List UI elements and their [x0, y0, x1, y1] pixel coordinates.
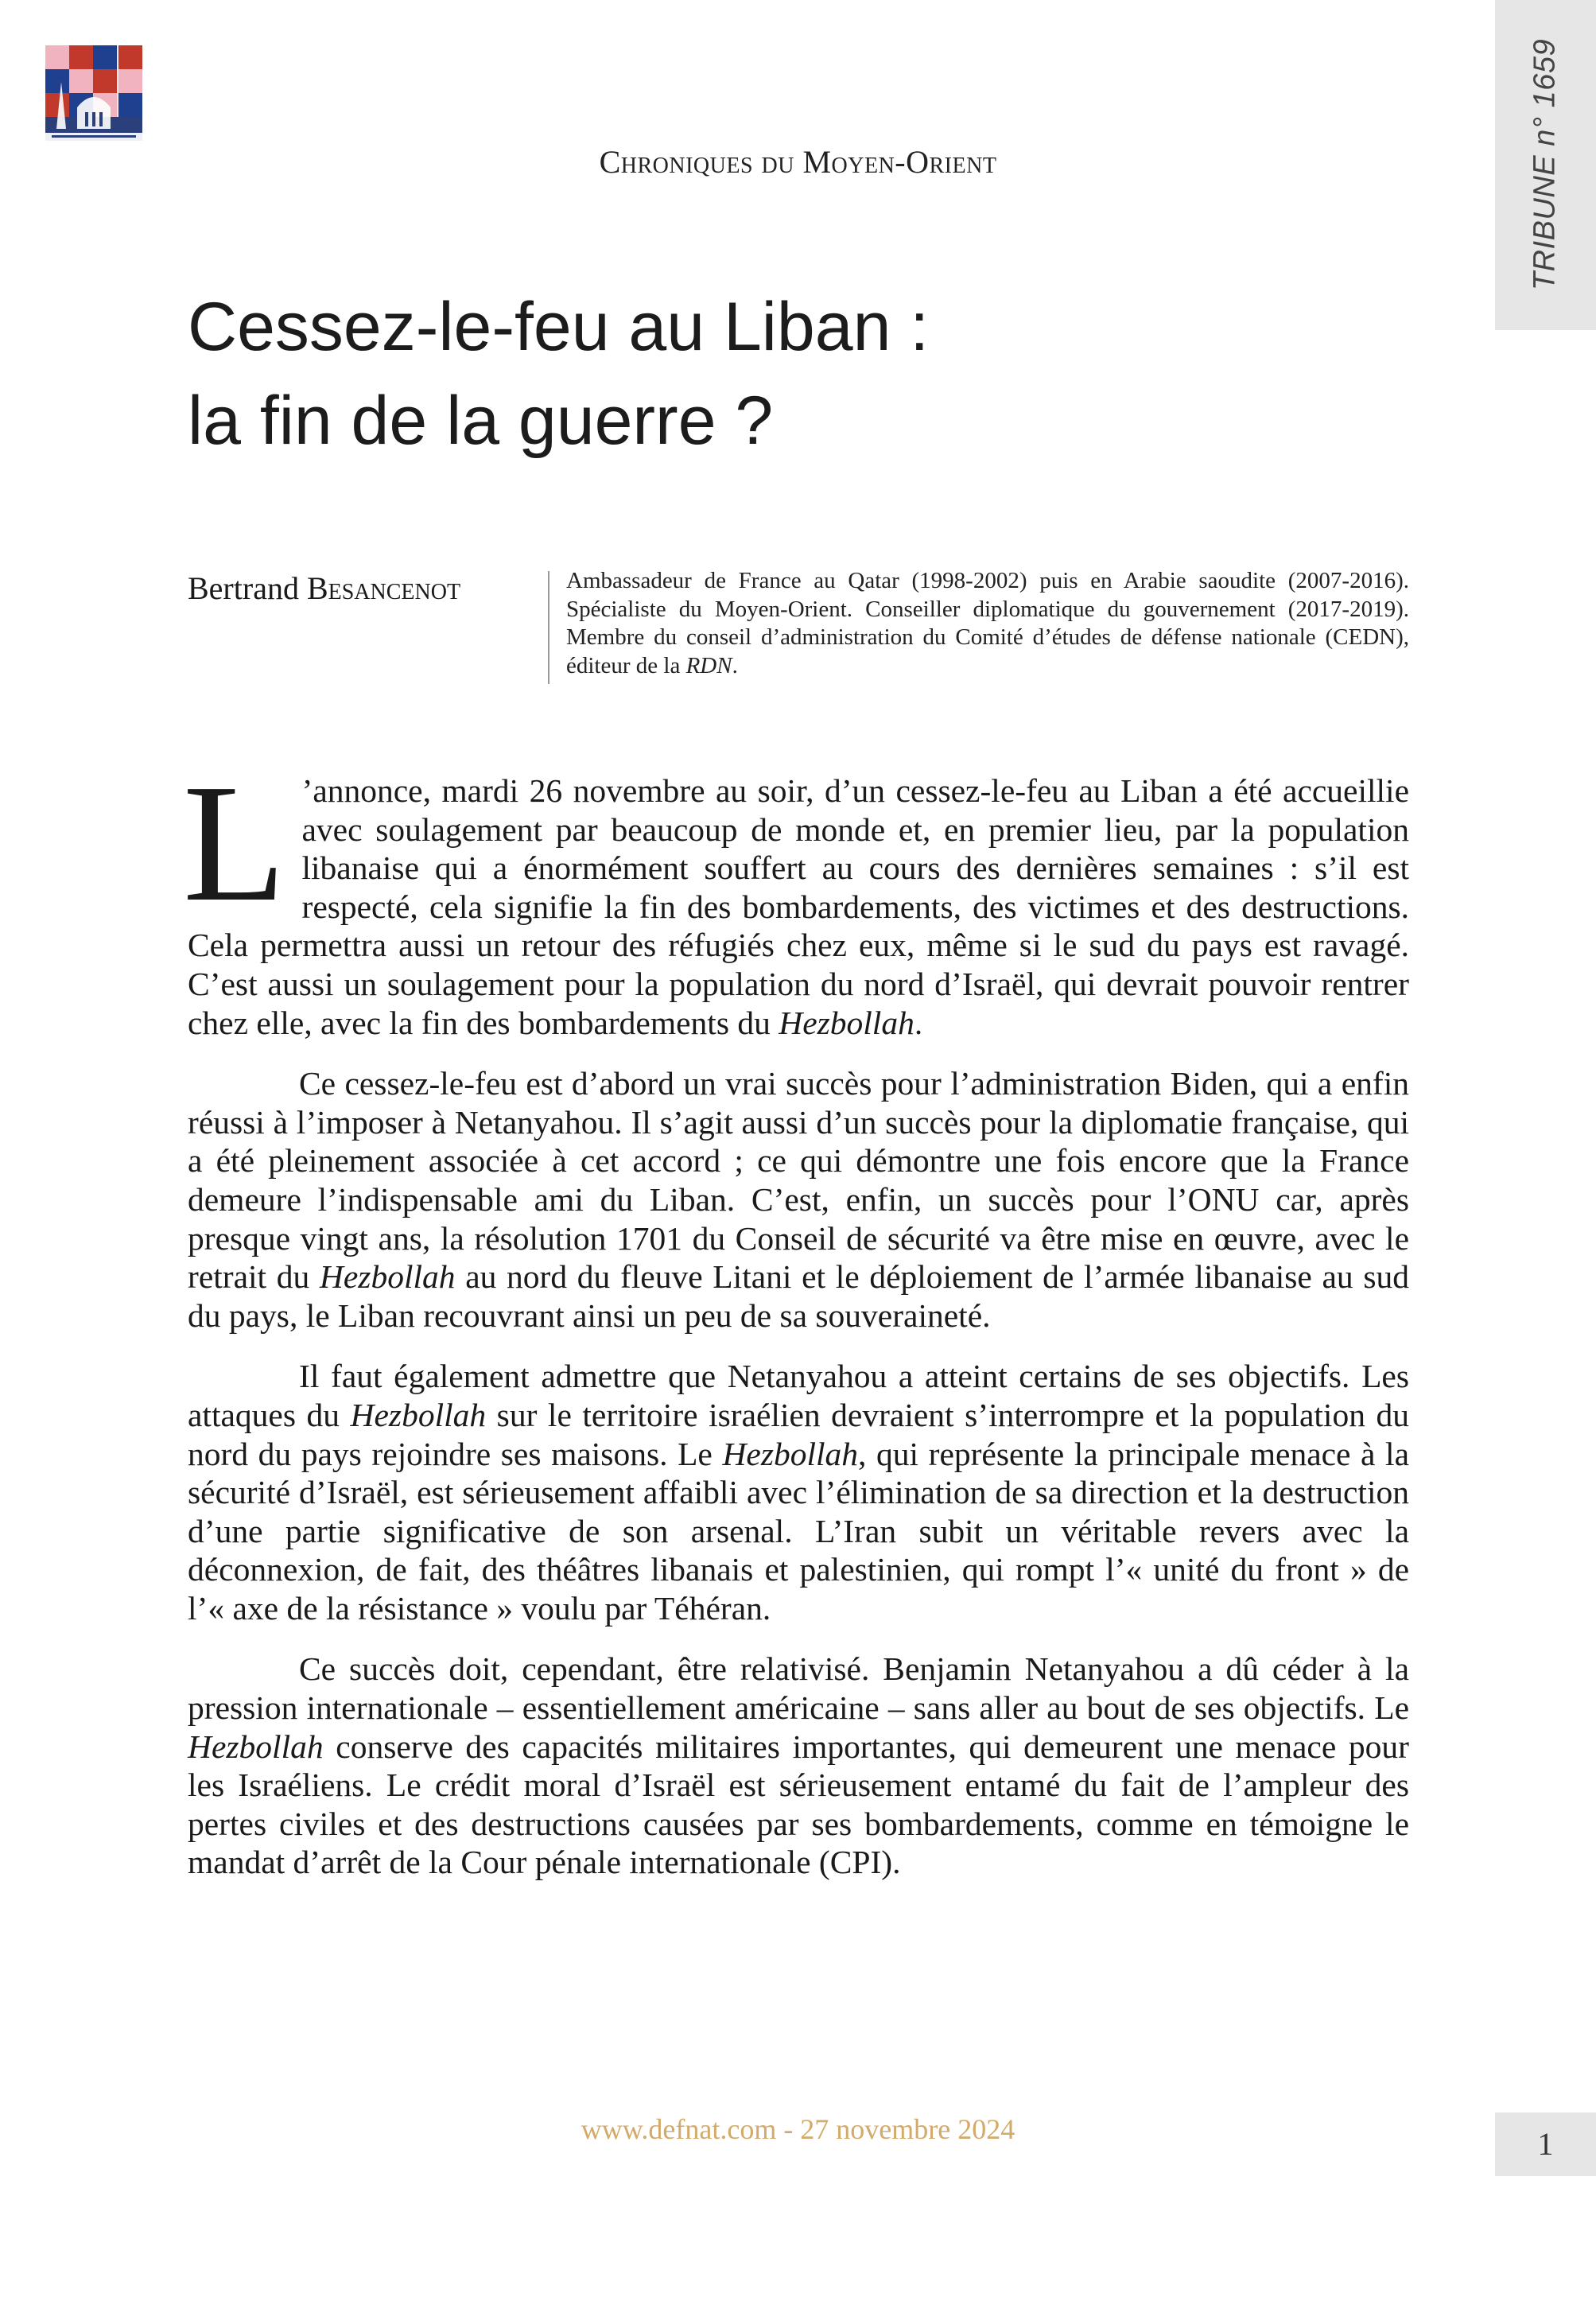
title-line-2: la fin de la guerre ? [188, 383, 774, 459]
paragraph-1-emphasis: Hezbollah [779, 1004, 914, 1041]
paragraph-3-middle: sur le territoire israélien devraient s’interrompre et la population du nord du pays rejoindre ses maisons. Le [188, 1396, 1409, 1472]
paragraph-3-end: , qui représente la principale menace à la sécurité d’Israël, est sérieusement affaibli avec l’élimination de sa direction et la destruction d’une partie significative de son arsenal. L’Iran subit un véritable revers avec la déconnexion, de fait, des théâtres libanais et palestinien, qui rompt l’« unité du front » de l’« axe de la résistance » voulu par Téhéran. [188, 1435, 1409, 1627]
series-title: Chroniques du Moyen-Orient [599, 144, 997, 180]
tribune-number: TRIBUNE n° 1659 [1528, 38, 1562, 291]
paragraph-2-text: Ce cessez-le-feu est d’abord un vrai succès pour l’administration Biden, qui a enfin réussi à l’imposer à Netanyahou. Il s’agit aussi d’un succès pour la diplomatie française, qui a été pleinement associée à cet accord ; ce qui démontre une fois encore que la France demeure l’indispensable ami du Liban. C’est, enfin, un succès pour l’ONU car, après presque vingt ans, la résolution 1701 du Conseil de sécurité va être mise en œuvre, avec le retrait du [188, 1065, 1409, 1296]
drop-cap: L [183, 749, 286, 936]
paragraph-4-end: conserve des capacités militaires importantes, qui demeurent une menace pour les Israéliens. Le crédit moral d’Israël est sérieusement entamé du fait de l’ampleur des pertes civiles et des destructions causées par ses bombardements, comme en témoigne le mandat d’arrêt de la Cour pénale internationale (CPI). [188, 1728, 1409, 1881]
paragraph-1-text: ’annonce, mardi 26 novembre au soir, d’un cessez-le-feu au Liban a été accueillie avec soulagement par beaucoup de monde et, en premier lieu, par la population libanaise qui a énormément souffert au cours des dernières semaines : s’il est respecté, cela signifie la fin des bombardements, des victimes et des destructions. Cela permettra aussi un retour des réfugiés chez eux, même si le sud du pays est ravagé. C’est aussi un soulagement pour la population du nord d’Israël, qui devrait pouvoir rentrer chez elle, avec la fin des bombardements du [188, 772, 1409, 1041]
paragraph-3-text: Il faut également admettre que Netanyahou a atteint certains de ses objectifs. Les attaques du [188, 1358, 1409, 1433]
rdn-logo [45, 45, 142, 141]
article-body [183, 749, 1410, 1904]
author-bio-rdn: RDN [685, 652, 732, 678]
paragraph-4 [188, 1650, 1409, 1882]
author-name [188, 569, 460, 607]
author-divider [548, 571, 549, 684]
author-bio-end: . [732, 652, 738, 678]
author-first-name: Bertrand [188, 570, 299, 606]
author-bio-text: Ambassadeur de France au Qatar (1998-2002) puis en Arabie saoudite (2007-2016). Spécialiste du Moyen-Orient. Conseiller diplomatique du gouvernement (2017-2019). Membre du conseil d’administration du Comité d’études de défense nationale (CEDN), éditeur de la [566, 568, 1409, 678]
paragraph-1-end: . [914, 1004, 923, 1041]
paragraph-4-text: Ce succès doit, cependant, être relativisé. Benjamin Netanyahou a dû céder à la pression internationale – essentiellement américaine – sans aller au bout de ses objectifs. Le [188, 1650, 1409, 1727]
paragraph-2-end: au nord du fleuve Litani et le déploiement de l’armée libanaise au sud du pays, le Liban recouvrant ainsi un peu de sa souveraineté. [188, 1258, 1410, 1334]
author-surname: Besancenot [306, 570, 461, 606]
rdn-building-logo-icon [45, 45, 142, 141]
title-line-1: Cessez-le-feu au Liban : [188, 289, 930, 365]
paragraph-3-emphasis-2: Hezbollah [722, 1435, 859, 1472]
page-number: 1 [1537, 2126, 1554, 2162]
page-title [188, 280, 1380, 468]
author-bio [566, 567, 1409, 680]
paragraph-3-emphasis-1: Hezbollah [350, 1396, 487, 1433]
paragraph-1 [183, 749, 1409, 1042]
paragraph-4-emphasis: Hezbollah [188, 1728, 324, 1765]
page-number-box [1495, 2112, 1596, 2176]
paragraph-3 [188, 1357, 1409, 1627]
paragraph-2 [188, 1064, 1409, 1335]
footer-url-date: www.defnat.com - 27 novembre 2024 [581, 2113, 1015, 2145]
paragraph-2-emphasis: Hezbollah [319, 1258, 456, 1296]
